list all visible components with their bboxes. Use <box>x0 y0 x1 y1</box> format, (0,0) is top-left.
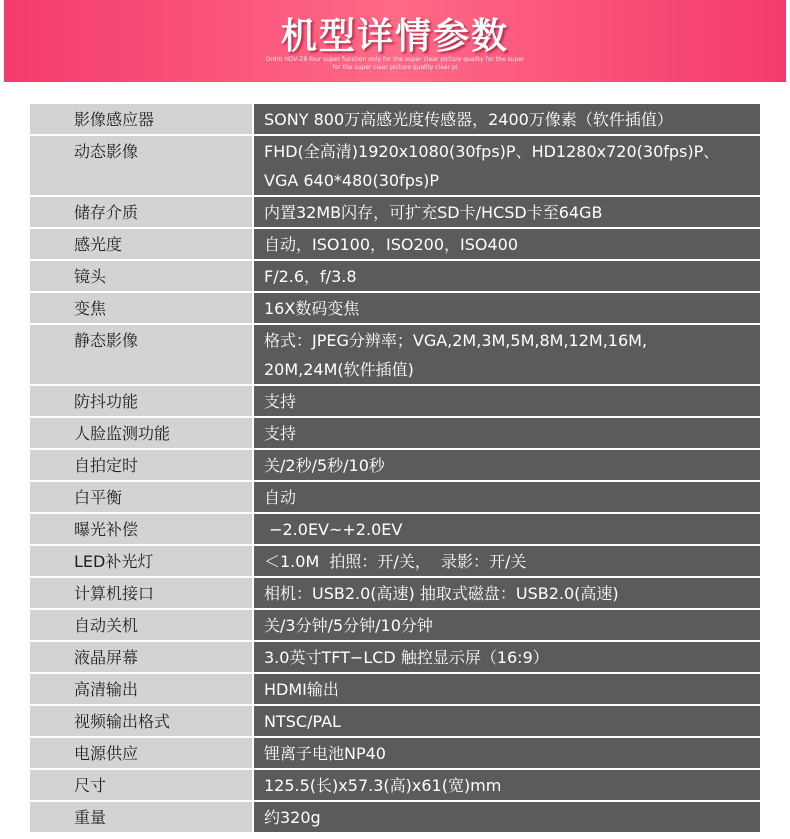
spec-value <box>254 418 760 448</box>
spec-row <box>30 386 760 416</box>
spec-value <box>254 674 760 704</box>
spec-value-line: 内置32MB闪存，可扩充SD卡/HCSD卡至64GB <box>264 203 603 222</box>
spec-value-line: VGA 640*480(30fps)P <box>264 171 440 190</box>
spec-label: 液晶屏幕 <box>30 642 252 672</box>
spec-value <box>254 136 760 195</box>
banner-subtitle-line1: Ordro HDV-Z8 four super function only for the super clear picture quality for the super <box>265 56 525 63</box>
spec-row <box>30 610 760 640</box>
spec-label: 高清输出 <box>30 674 252 704</box>
spec-label: 静态影像 <box>30 325 252 384</box>
spec-value-line: 相机：USB2.0(高速) 抽取式磁盘：USB2.0(高速) <box>264 584 619 603</box>
spec-value-line: 约320g <box>264 808 321 827</box>
spec-value-line: −2.0EV~+2.0EV <box>264 520 403 539</box>
spec-label: 储存介质 <box>30 197 252 227</box>
spec-value <box>254 802 760 832</box>
page-title: 机型详情参数 <box>280 16 509 57</box>
spec-row <box>30 261 760 291</box>
spec-label: 自拍定时 <box>30 450 252 480</box>
spec-row <box>30 293 760 323</box>
spec-value <box>254 325 760 384</box>
spec-value <box>254 706 760 736</box>
spec-value <box>254 514 760 544</box>
spec-value-line: 自动 <box>264 488 297 507</box>
spec-label: 重量 <box>30 802 252 832</box>
spec-value <box>254 770 760 800</box>
spec-value-line: F/2.6，f/3.8 <box>264 267 357 286</box>
spec-value-line: 锂离子电池NP40 <box>264 744 386 763</box>
spec-row <box>30 738 760 768</box>
spec-row <box>30 197 760 227</box>
spec-value-line: 125.5(长)x57.3(高)x61(宽)mm <box>264 776 502 795</box>
spec-label: 计算机接口 <box>30 578 252 608</box>
spec-label: 镜头 <box>30 261 252 291</box>
spec-row <box>30 450 760 480</box>
spec-value <box>254 738 760 768</box>
spec-row <box>30 674 760 704</box>
spec-value-line: 支持 <box>264 392 297 411</box>
spec-row <box>30 706 760 736</box>
spec-label: 动态影像 <box>30 136 252 195</box>
spec-row <box>30 546 760 576</box>
spec-value-line: ＜1.0M 拍照：开/关， 录影：开/关 <box>264 552 527 571</box>
spec-row <box>30 770 760 800</box>
spec-value <box>254 578 760 608</box>
spec-value <box>254 104 760 134</box>
spec-value <box>254 229 760 259</box>
spec-label: 防抖功能 <box>30 386 252 416</box>
spec-row <box>30 578 760 608</box>
spec-label: 自动关机 <box>30 610 252 640</box>
spec-value-line: 20M,24M(软件插值) <box>264 360 414 379</box>
spec-value-line: 3.0英寸TFT−LCD 触控显示屏（16:9） <box>264 648 549 667</box>
spec-value-line: 关/2秒/5秒/10秒 <box>264 456 385 475</box>
spec-value-line: NTSC/PAL <box>264 712 341 731</box>
spec-row <box>30 514 760 544</box>
header-banner <box>4 0 786 82</box>
spec-row <box>30 325 760 384</box>
spec-row <box>30 482 760 512</box>
spec-table <box>30 104 760 834</box>
spec-value-line: 格式：JPEG分辨率；VGA,2M,3M,5M,8M,12M,16M, <box>264 331 648 350</box>
spec-value <box>254 450 760 480</box>
spec-value-line: 支持 <box>264 424 297 443</box>
spec-value-line: 16X数码变焦 <box>264 299 360 318</box>
spec-value-line: 自动，ISO100，ISO200，ISO400 <box>264 235 519 254</box>
spec-row <box>30 418 760 448</box>
spec-label: 感光度 <box>30 229 252 259</box>
spec-label: 视频输出格式 <box>30 706 252 736</box>
spec-label: 曝光补偿 <box>30 514 252 544</box>
spec-value <box>254 642 760 672</box>
spec-value-line: HDMI输出 <box>264 680 339 699</box>
spec-value <box>254 293 760 323</box>
spec-label: 白平衡 <box>30 482 252 512</box>
spec-row <box>30 802 760 832</box>
spec-row <box>30 136 760 195</box>
spec-label: 人脸监测功能 <box>30 418 252 448</box>
spec-label: LED补光灯 <box>30 546 252 576</box>
spec-value <box>254 546 760 576</box>
spec-value-line: 关/3分钟/5分钟/10分钟 <box>264 616 433 635</box>
spec-value <box>254 261 760 291</box>
spec-value-line: FHD(全高清)1920x1080(30fps)P、HD1280x720(30fps)P、 <box>264 142 720 161</box>
spec-value <box>254 197 760 227</box>
spec-label: 尺寸 <box>30 770 252 800</box>
spec-value <box>254 610 760 640</box>
spec-label: 变焦 <box>30 293 252 323</box>
spec-row <box>30 104 760 134</box>
spec-label: 电源供应 <box>30 738 252 768</box>
banner-subtitle-line2: for the super clear picture quality clear pi <box>332 64 458 71</box>
spec-value-line: SONY 800万高感光度传感器，2400万像素（软件插值） <box>264 110 673 129</box>
spec-value <box>254 386 760 416</box>
spec-value <box>254 482 760 512</box>
spec-row <box>30 229 760 259</box>
spec-label: 影像感应器 <box>30 104 252 134</box>
spec-row <box>30 642 760 672</box>
